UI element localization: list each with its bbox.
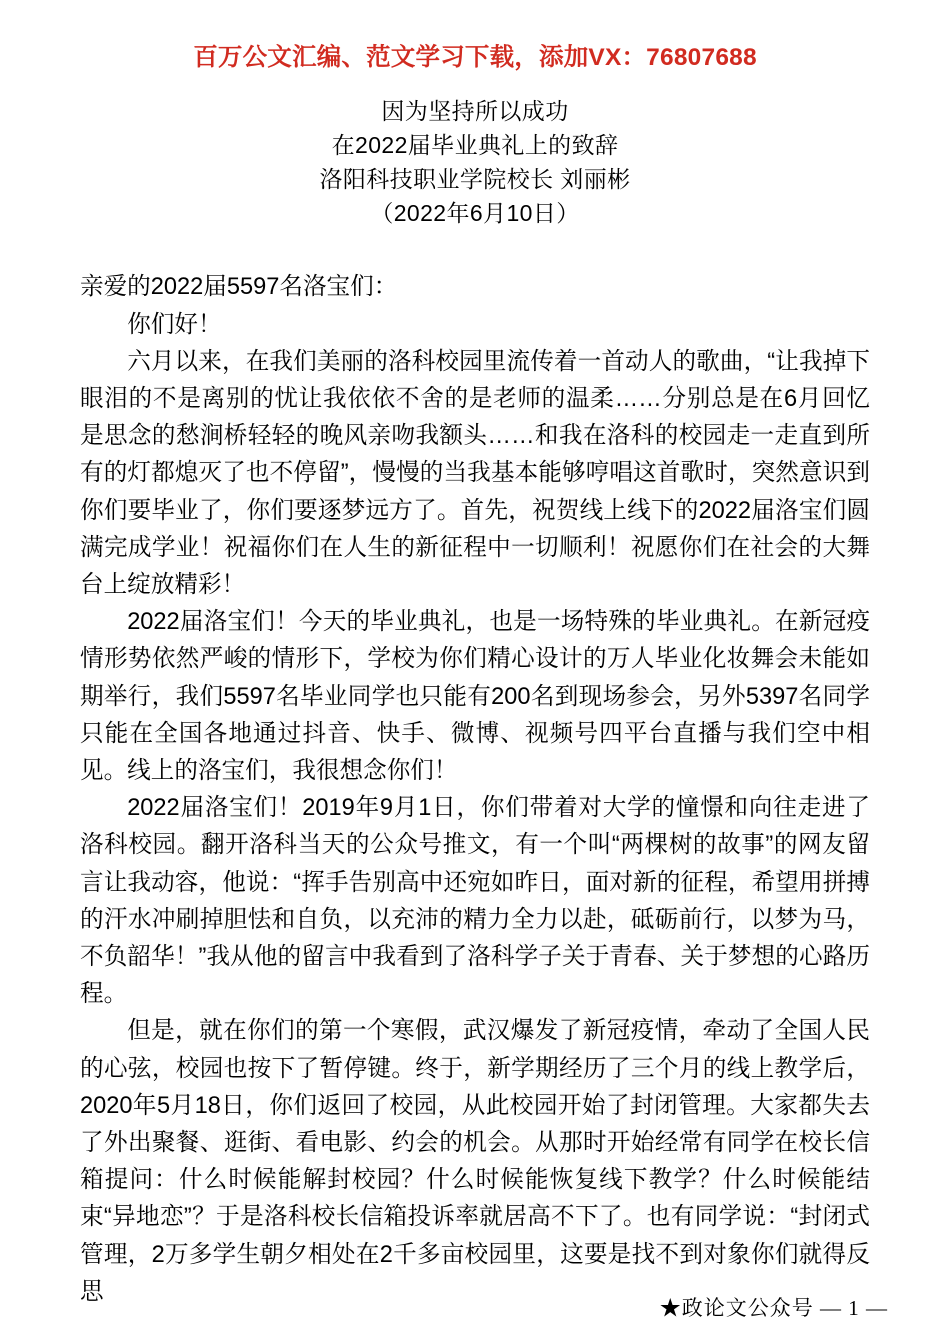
paragraph-salutation: 亲爱的2022届5597名洛宝们：	[80, 274, 398, 301]
document-subtitle: 在2022届毕业典礼上的致辞	[331, 132, 619, 159]
paragraph-greeting: 你们好！	[127, 311, 222, 338]
footer-brand: 政论文公众号	[681, 1296, 814, 1320]
paragraph-body-2: 2022届洛宝们！今天的毕业典礼，也是一场特殊的毕业典礼。在新冠疫情形势依然严峻的情形下，学校为你们精心设计的万人毕业化妆舞会未能如期举行，我们5597名毕业同学也只能有200名到现场参会，另外5397名同学只能在全国各地通过抖音、快手、微博、视频号四平台直播与我们空中相见。线上的洛宝们，我很想念你们！	[80, 609, 870, 785]
document-title: 因为坚持所以成功	[381, 98, 569, 125]
title-block	[0, 94, 950, 230]
paragraph-body-1: 六月以来，在我们美丽的洛科校园里流传着一首动人的歌曲，“让我掉下眼泪的不是离别的忧让我依依不舍的是老师的温柔……分别总是在6月回忆是思念的愁涧桥轻轻的晚风亲吻我额头……和我在洛科的校园走一走直到所有的灯都熄灭了也不停留”，慢慢的当我基本能够哼唱这首歌时，突然意识到你们要毕业了，你们要逐梦远方了。首先，祝贺线上线下的2022届洛宝们圆满完成学业！祝福你们在人生的新征程中一切顺利！祝愿你们在社会的大舞台上绽放精彩！	[80, 348, 870, 599]
document-body	[80, 230, 870, 1311]
paragraph-body-3: 2022届洛宝们！2019年9月1日，你们带着对大学的憧憬和向往走进了洛科校园。翻开洛科当天的公众号推文，有一个叫“两棵树的故事”的网友留言让我动容，他说：“挥手告别高中还宛如昨日，面对新的征程，希望用拼搏的汗水冲刷掉胆怯和自负，以充沛的精力全力以赴，砥砺前行，以梦为马，不负韶华！”我从他的留言中我看到了洛科学子关于青春、关于梦想的心路历程。	[80, 795, 870, 1008]
document-author: 洛阳科技职业学院校长 刘丽彬	[319, 166, 631, 193]
star-icon: ★	[659, 1296, 682, 1320]
page-number: — 1 —	[820, 1296, 888, 1320]
page-footer	[0, 1292, 950, 1322]
paragraph-body-4: 但是，就在你们的第一个寒假，武汉爆发了新冠疫情，牵动了全国人民的心弦，校园也按下了暂停键。终于，新学期经历了三个月的线上教学后，2020年5月18日，你们返回了校园，从此校园开始了封闭管理。大家都失去了外出聚餐、逛街、看电影、约会的机会。从那时开始经常有同学在校长信箱提问：什么时候能解封校园？什么时候能恢复线下教学？什么时候能结束“异地恋”？于是洛科校长信箱投诉率就居高不下了。也有同学说：“封闭式管理，2万多学生朝夕相处在2千多亩校园里，这要是找不到对象你们就得反思	[80, 1018, 870, 1305]
promo-header-banner: 百万公文汇编、范文学习下载，添加VX：76807688	[193, 44, 757, 71]
document-date: （2022年6月10日）	[370, 200, 580, 227]
